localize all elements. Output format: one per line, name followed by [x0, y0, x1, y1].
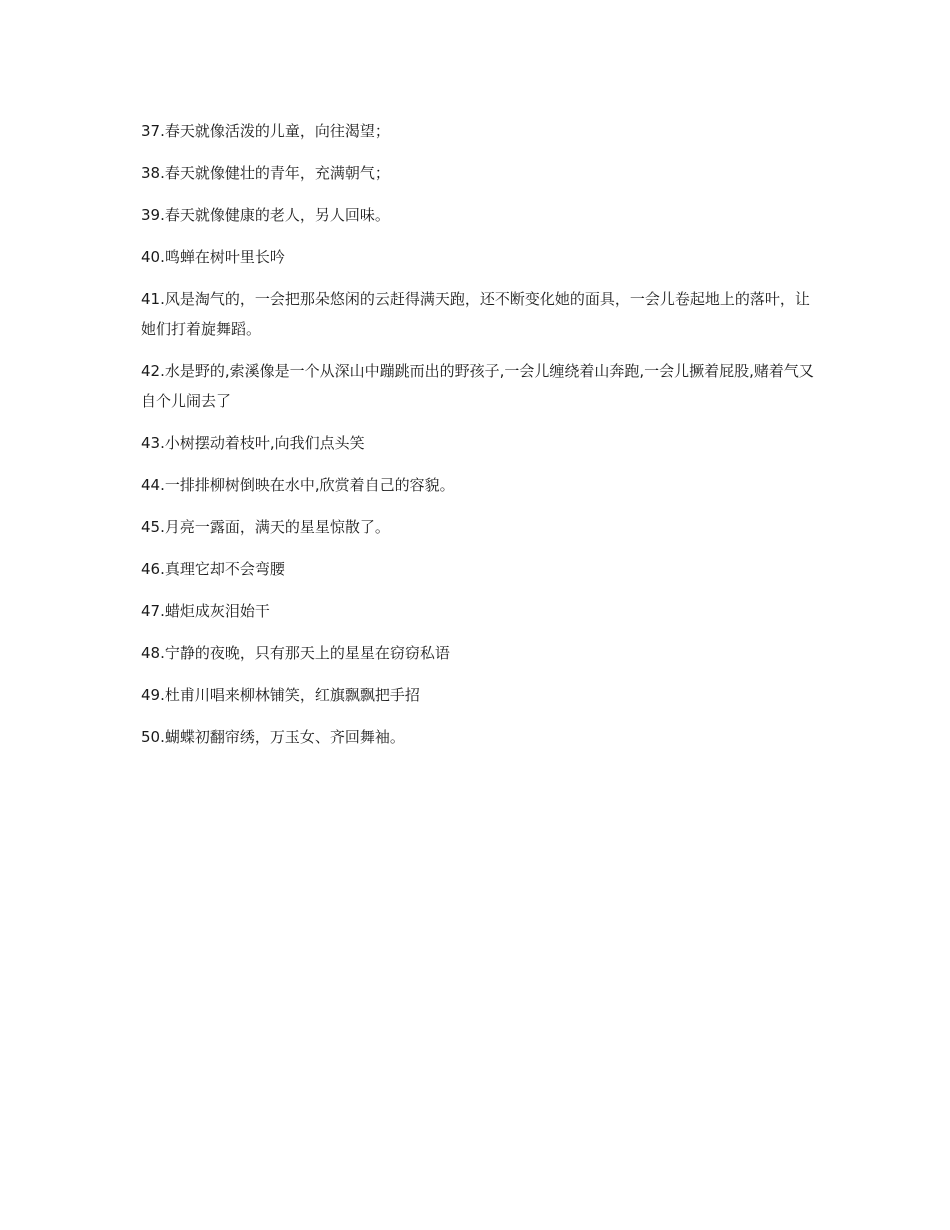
list-item: 42.水是野的,索溪像是一个从深山中蹦跳而出的野孩子,一会儿缠绕着山奔跑,一会儿撅着屁股,赌着气又自个儿闹去了 — [141, 362, 814, 410]
list-item: 43.小树摆动着枝叶,向我们点头笑 — [141, 434, 365, 452]
list-item: 50.蝴蝶初翻帘绣，万玉女、齐回舞袖。 — [141, 728, 405, 746]
list-item: 49.杜甫川唱来柳林铺笑，红旗飘飘把手招 — [141, 686, 420, 704]
list-item: 48.宁静的夜晚，只有那天上的星星在窃窃私语 — [141, 644, 450, 662]
list-item: 41.风是淘气的，一会把那朵悠闲的云赶得满天跑，还不断变化她的面具，一会儿卷起地上的落叶，让她们打着旋舞蹈。 — [141, 290, 810, 338]
list-item: 47.蜡炬成灰泪始干 — [141, 602, 270, 620]
list-item: 46.真理它却不会弯腰 — [141, 560, 285, 578]
list-item: 37.春天就像活泼的儿童，向往渴望； — [141, 122, 390, 140]
list-item: 39.春天就像健康的老人，另人回味。 — [141, 206, 390, 224]
list-item: 40.鸣蝉在树叶里长吟 — [141, 248, 285, 266]
list-item: 44.一排排柳树倒映在水中,欣赏着自己的容貌。 — [141, 476, 455, 494]
document-body — [141, 116, 821, 764]
list-item: 38.春天就像健壮的青年，充满朝气； — [141, 164, 390, 182]
list-item: 45.月亮一露面，满天的星星惊散了。 — [141, 518, 390, 536]
